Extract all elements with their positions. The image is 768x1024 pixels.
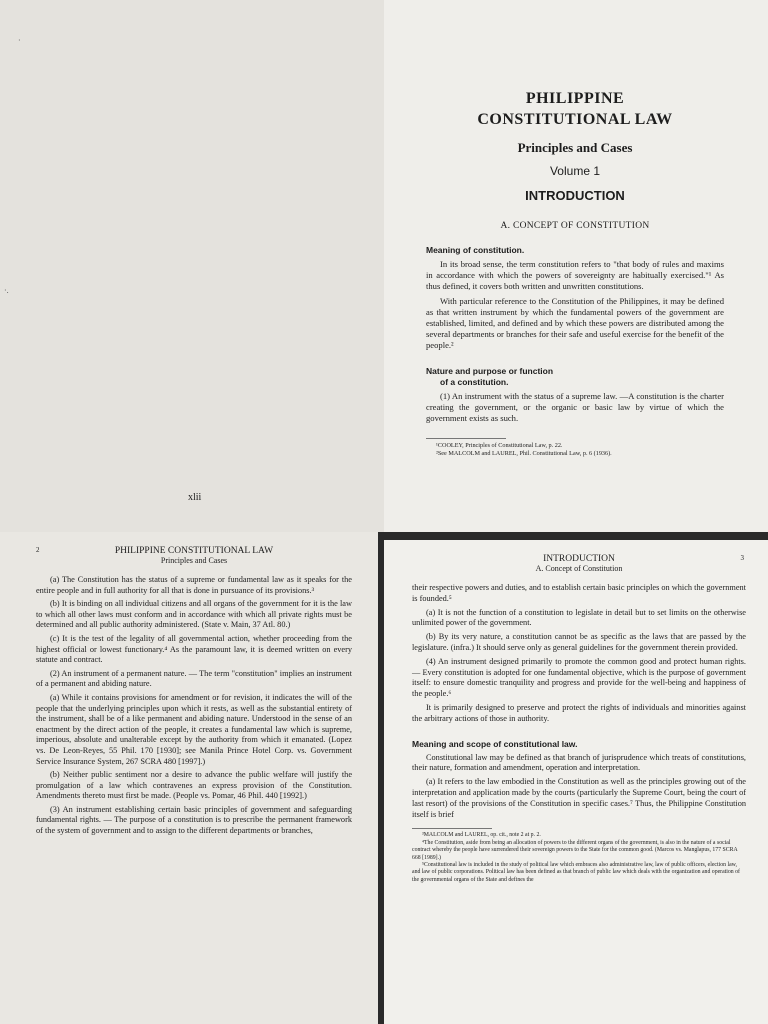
page-number: 2 xyxy=(36,546,40,554)
footnote-divider xyxy=(412,828,492,829)
footnote: ²See MALCOLM and LAUREL, Phil. Constitutional Law, p. 6 (1936). xyxy=(436,450,612,458)
part-heading: INTRODUCTION xyxy=(525,188,625,203)
heading-nature xyxy=(426,366,724,388)
book-title-line1: PHILIPPINE xyxy=(525,90,625,107)
paragraph: (3) An instrument establishing certain basic principles of government and safeguarding fundamental rights. — The purpose of a constitution is to prescribe the permanent framework of the system of government and to assign to the different departments or branches, xyxy=(36,804,352,836)
paragraph: In its broad sense, the term constitution refers to "that body of rules and maxims in accordance with which the powers of sovereignty are habitually exercised."¹ As thus defined, it covers both written and unwritten constitutions. xyxy=(426,259,724,292)
paragraph: (c) It is the test of the legality of all governmental action, whether proceeding from the highest official or lowest functionary.⁴ As the paramount law, it is deemed written on every statute and contract. xyxy=(36,633,352,665)
running-head: INTRODUCTION xyxy=(543,554,615,564)
paragraph: (b) It is binding on all individual citizens and all organs of the government for it is the law to which all other laws must conform and in accordance with which all private rights must be determined and all public authority administered. (State v. Main, 37 Atl. 80.) xyxy=(36,599,352,630)
section-heading: A. CONCEPT OF CONSTITUTION xyxy=(500,221,650,231)
paragraph: It is primarily designed to preserve and protect the rights of individuals and minorities against the arbitrary actions of those in authority. xyxy=(412,702,746,723)
page-3 xyxy=(384,540,768,1024)
paragraph: their respective powers and duties, and to establish certain basic principles on which the government is founded.⁵ xyxy=(412,583,746,603)
heading-nature-line1: Nature and purpose or function xyxy=(426,365,554,376)
paragraph: (a) While it contains provisions for amendment or for revision, it indicates the will of the people that the underlying principles upon which it rests, as well as the substantial entirety of the instrument, shall be of a like permanent and abiding nature. Understood in the sense of an enactment by the direct action of the people, it creates a fundamental law which is supreme, imperious, absolute and unalterable except by the authority from which it emanated. (Lopez vs. De Leon-Reyes, 55 Phil. 170 [1930]; see Manila Prince Hotel Corp. vs. Government Service Insurance System, 267 SCRA 480 [1997].) xyxy=(36,692,352,766)
paragraph: (a) It is not the function of a constitution to legislate in detail but to set limits on the otherwise unlimited power of the government. xyxy=(412,607,746,628)
book-title-line2: CONSTITUTIONAL LAW xyxy=(477,111,673,128)
heading-scope: Meaning and scope of constitutional law. xyxy=(412,738,578,749)
heading-meaning: Meaning of constitution. xyxy=(426,245,525,255)
paragraph: (a) It refers to the law embodied in the Constitution as well as the principles growing out of the interpretation and application made by the courts (particularly the Supreme Court, being the court of last resort) of the provisions of the Constitution in specific cases.⁷ Thus, the Philippine Constitution itself is brief xyxy=(412,777,746,819)
paragraph: (2) An instrument of a permanent nature. — The term "constitution" implies an instrument of a permanent and abiding nature. xyxy=(36,668,352,689)
paragraph: (a) The Constitution has the status of a supreme or fundamental law as it speaks for the entire people and in full authority for all that is done in pursuance of its provisions.³ xyxy=(36,575,352,595)
speck-mark: · xyxy=(18,36,21,45)
book-subtitle: Principles and Cases xyxy=(517,140,633,155)
speck-mark: ·. xyxy=(4,286,9,295)
paragraph: (1) An instrument with the status of a supreme law. —A constitution is the charter creating the government, or the organic or basic law by virtue of which the government exists as such. xyxy=(426,390,724,424)
footnote: ¹COOLEY, Principles of Constitutional Law, p. 22. xyxy=(436,442,563,450)
paragraph: Constitutional law may be defined as that branch of jurisprudence which treats of constitutions, their nature, formation and amendment, operation and interpretation. xyxy=(412,752,746,773)
paragraph: (b) By its very nature, a constitution cannot be as specific as the laws that are passed by the legislature. (infra.) It should serve only as general guidelines for the government therein provided. xyxy=(412,632,746,652)
page-2 xyxy=(0,532,378,1024)
paragraph: With particular reference to the Constitution of the Philippines, it may be defined as that written instrument by which the fundamental powers of the government are established, limited, and defined and by which these powers are distributed among the several departments or branches for their safe and useful exercise for the benefit of the people.² xyxy=(426,295,724,351)
running-head: PHILIPPINE CONSTITUTIONAL LAW xyxy=(114,546,274,556)
paragraph: (4) An instrument designed primarily to promote the common good and protect human rights. — Every constitution is adopted for one fundamental objective, which is the purpose of government itself: to ensure domestic tranquility and progress and provide for the well-being and happiness of the people.⁶ xyxy=(412,656,746,699)
footnote: ⁵Constitutional law is included in the study of political law which embraces also administrative law, law of public officers, election law, and law of public corporations. Political law has been defined as that branch of public law which deals with the organization and operation of the governmental organs of the State and defines the xyxy=(412,861,740,883)
running-subhead: Principles and Cases xyxy=(160,556,228,565)
paragraph: (b) Neither public sentiment nor a desire to advance the public welfare will justify the promulgation of a law which contravenes an express provision of the Constitution. Amendments thereto must first be made. (People vs. Pomar, 46 Phil. 440 [1992].) xyxy=(36,770,352,801)
page-number: xlii xyxy=(188,492,202,503)
volume-label: Volume 1 xyxy=(549,164,601,178)
running-subhead: A. Concept of Constitution xyxy=(535,564,623,573)
footnote: ³MALCOLM and LAUREL, op. cit., note 2 at p. 2. xyxy=(422,832,541,839)
footnote-divider xyxy=(426,438,506,439)
footnote: ⁴The Constitution, aside from being an allocation of powers to the different organs of the government, is also in the nature of a social contract whereby the people have surrendered their sovereign powers to the State for the common good. (Marcos vs. Manglapus, 177 SCRA 668 [1989].) xyxy=(412,839,738,861)
page-number: 3 xyxy=(740,554,744,562)
page-blank-verso xyxy=(0,0,384,532)
page-chapter-opening xyxy=(384,0,768,532)
heading-nature-line2: of a constitution. xyxy=(440,376,509,387)
